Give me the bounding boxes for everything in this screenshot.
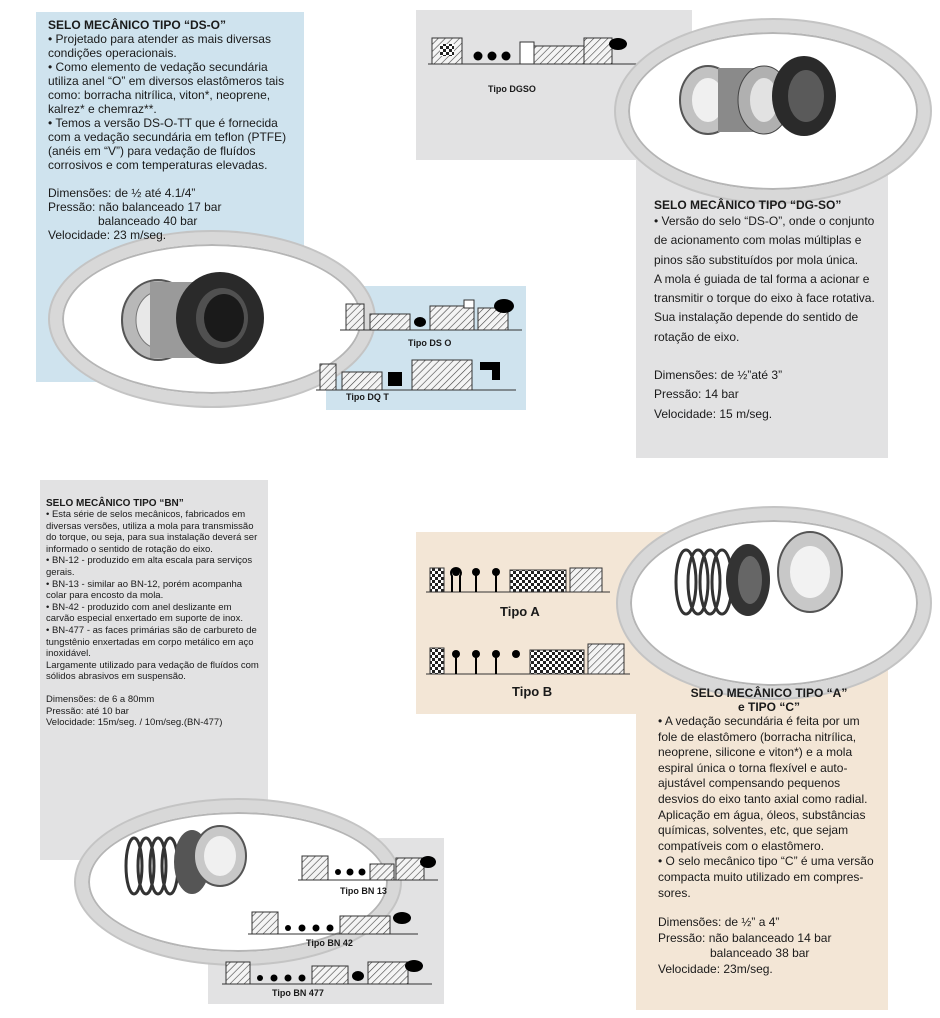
a-c-title-line-2: e TIPO “C” [737, 700, 800, 714]
a-c-line-12: sores. [658, 885, 691, 900]
a-c-spec-dimensions: Dimensões: de ½” a 4” [658, 915, 780, 930]
dg-so-line-3: pinos são substituídos por mola única. [654, 252, 859, 267]
bn-spec-velocity: Velocidade: 15m/seg. / 10m/seg.(BN-477) [46, 717, 223, 729]
bn-paragraph-5: • BN-477 - as faces primárias são de carbureto de tungstênio enxertadas em corpo metálico em aço inoxidável. [46, 624, 257, 660]
a-c-line-4: espiral única o torna flexível e auto- [658, 760, 848, 775]
dg-so-spec-velocity: Velocidade: 15 m/seg. [654, 406, 773, 421]
ds-o-title: SELO MECÂNICO TIPO “DS-O” [48, 18, 227, 32]
bn-477-label: Tipo BN 477 [272, 988, 324, 998]
dg-so-line-5: transmitir o torque do eixo à face rotativa. [654, 291, 875, 306]
dq-t-cross-section [316, 356, 516, 392]
a-c-line-9: compatíveis com o elastômero. [658, 838, 825, 853]
ds-o-spec-velocity: Velocidade: 23 m/seg. [48, 228, 167, 242]
a-c-line-11: compacta muito utilizado em compres- [658, 869, 864, 884]
bn-paragraph-2: • BN-12 - produzido em alta escala para serviços gerais. [46, 555, 253, 578]
dg-so-line-1: • Versão do selo “DS-O”, onde o conjunto [654, 214, 875, 228]
dg-so-spec-pressure: Pressão: 14 bar [654, 387, 739, 402]
bn-title: SELO MECÂNICO TIPO “BN” [46, 498, 184, 509]
bn-42-label: Tipo BN 42 [306, 938, 353, 948]
ds-o-bullet-1: • Projetado para atender as mais diversas condições operacionais. [48, 32, 271, 60]
ds-o-spec-pressure: Pressão: não balanceado 17 bar [48, 200, 222, 214]
a-c-line-8: químicas, solventes, etc, que sejam [658, 823, 849, 838]
bn-paragraph-3: • BN-13 - similar ao BN-12, porém acompanha colar para encosto da mola. [46, 578, 243, 602]
dg-so-line-4: A mola é guiada de tal forma a acionar e [654, 271, 870, 286]
a-c-line-7: Aplicação em água, óleos, substâncias [658, 807, 866, 822]
dg-so-seal-photo [668, 46, 848, 156]
ds-o-spec-dimensions: Dimensões: de ½ até 4.1/4” [48, 186, 196, 200]
ds-o-bullet-2: • Como elemento de vedação secundária utiliza anel “O” em diversos elastômeros tais como: borracha nitrílica, viton*, neoprene, kalrez* e chemraz**. [48, 60, 285, 116]
a-c-seal-photo [664, 526, 854, 636]
a-c-spec-velocity: Velocidade: 23m/seg. [658, 961, 773, 976]
a-c-line-5: ajustável compensando pequenos [658, 776, 841, 791]
dg-so-line-6: Sua instalação depende do sentido de [654, 310, 859, 325]
a-c-title-line-1: SELO MECÂNICO TIPO “A” [690, 686, 848, 700]
ds-o-label: Tipo DS O [408, 338, 452, 348]
dgso-cross-section [428, 34, 638, 70]
a-c-spec-pressure-balanced: balanceado 38 bar [710, 946, 810, 961]
bn-13-label: Tipo BN 13 [340, 886, 387, 896]
bn-42-cross-section [248, 906, 418, 936]
ds-o-bullet-3: • Temos a versão DS-O-TT que é fornecida com a vedação secundária em teflon (PTFE) (anéis em “V”) para vedação de fluídos corrosivos e com temperaturas elevadas. [48, 116, 287, 172]
dg-so-line-2: de acionamento com molas múltiplas e [654, 233, 862, 248]
dgso-label: Tipo DGSO [488, 84, 536, 94]
bn-477-cross-section [222, 956, 432, 986]
tipo-a-label: Tipo A [500, 604, 540, 619]
bn-seal-photo [120, 814, 260, 914]
a-c-line-1: • A vedação secundária é feita por um [658, 714, 860, 728]
a-c-spec-pressure: Pressão: não balanceado 14 bar [658, 930, 832, 945]
bn-paragraph-4: • BN-42 - produzido com anel deslizante em carvão especial enxertado em suporte de inox. [46, 601, 243, 625]
ds-o-cross-section [340, 296, 522, 332]
bn-paragraph-6: Largamente utilizado para vedação de fluídos com sólidos abrasivos em suspensão. [46, 659, 259, 683]
ds-o-seal-photo [110, 268, 280, 378]
a-c-line-3: neoprene, silicone e viton*) e a mola [658, 745, 853, 760]
bn-spec-dimensions: Dimensões: de 6 a 80mm [46, 693, 155, 705]
dq-t-label: Tipo DQ T [346, 392, 389, 402]
bn-13-cross-section [298, 852, 438, 882]
dg-so-line-7: rotação de eixo. [654, 329, 740, 344]
a-c-line-2: fole de elastômero (borracha nitrílica, [658, 729, 857, 744]
tipo-b-label: Tipo B [512, 684, 553, 699]
dg-so-spec-dimensions: Dimensões: de ½”até 3” [654, 368, 783, 383]
bn-paragraph-1: • Esta série de selos mecânicos, fabricados em diversas versões, utiliza a mola para transmissão do torque, ou seja, para sua instalação deverá ser informado o sentido de rotação do eixo. [46, 509, 258, 555]
tipo-a-cross-section [426, 562, 610, 596]
bn-spec-pressure: Pressão: até 10 bar [46, 705, 129, 717]
a-c-line-6: desvios do eixo tanto axial como radial. [658, 791, 868, 806]
a-c-line-10: • O selo mecânico tipo “C” é uma versão [658, 854, 874, 869]
tipo-b-cross-section [426, 640, 630, 678]
dg-so-title: SELO MECÂNICO TIPO “DG-SO” [654, 198, 842, 212]
ds-o-spec-pressure-balanced: balanceado 40 bar [98, 214, 198, 228]
